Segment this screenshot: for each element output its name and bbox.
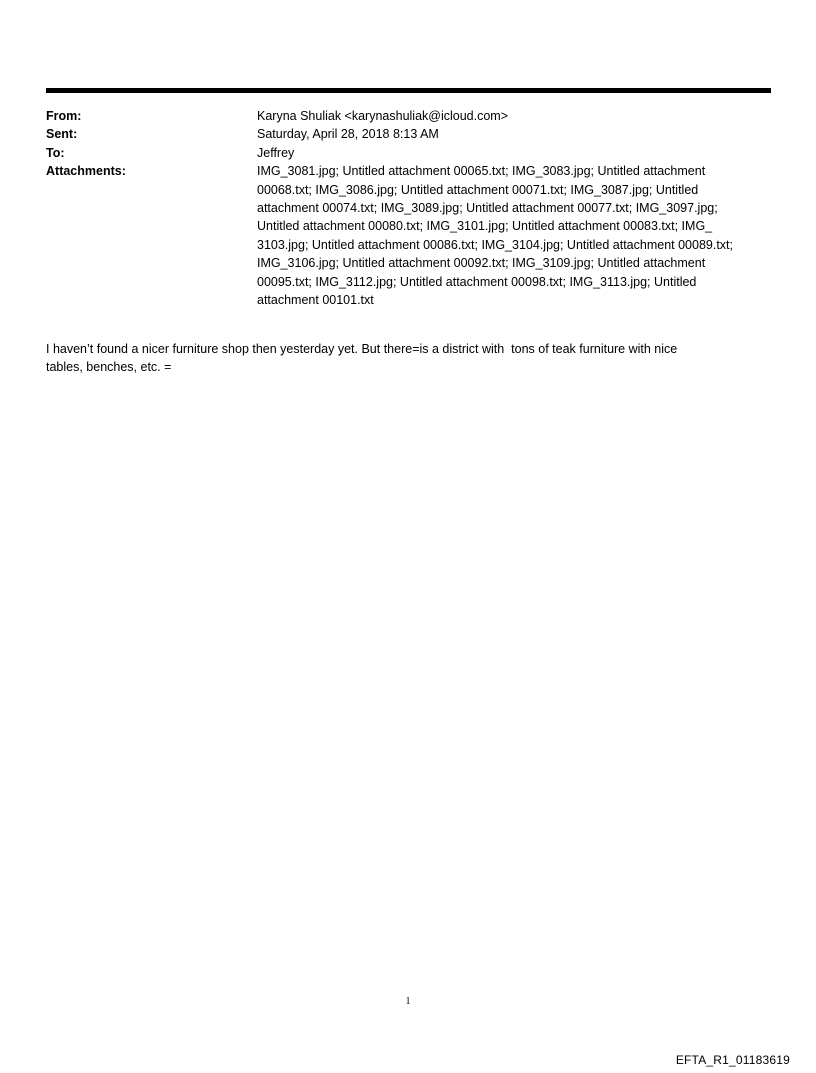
sent-row bbox=[46, 125, 776, 143]
page-number: 1 bbox=[405, 996, 411, 1007]
header-divider-rule bbox=[46, 88, 771, 93]
from-row bbox=[46, 107, 776, 125]
attachments-line: IMG_3106.jpg; Untitled attachment 00092.txt; IMG_3109.jpg; Untitled attachment bbox=[257, 256, 706, 271]
attachments-row bbox=[46, 162, 776, 309]
attachments-label: Attachments: bbox=[46, 164, 126, 179]
email-header bbox=[46, 107, 776, 309]
to-label: To: bbox=[46, 145, 65, 160]
attachments-line: attachment 00101.txt bbox=[257, 293, 374, 308]
sent-value: Saturday, April 28, 2018 8:13 AM bbox=[257, 127, 439, 142]
attachments-line: 00068.txt; IMG_3086.jpg; Untitled attachment 00071.txt; IMG_3087.jpg; Untitled bbox=[257, 182, 699, 197]
document-id: EFTA_R1_01183619 bbox=[675, 1053, 790, 1067]
to-row bbox=[46, 144, 776, 162]
to-value: Jeffrey bbox=[257, 145, 295, 160]
sent-label: Sent: bbox=[46, 127, 78, 142]
attachments-line: IMG_3081.jpg; Untitled attachment 00065.txt; IMG_3083.jpg; Untitled attachment bbox=[257, 164, 706, 179]
email-body bbox=[46, 340, 771, 376]
attachments-line: attachment 00074.txt; IMG_3089.jpg; Untitled attachment 00077.txt; IMG_3097.jpg; bbox=[257, 201, 718, 216]
email-body-line: tables, benches, etc. = bbox=[46, 360, 172, 374]
from-label: From: bbox=[46, 109, 82, 123]
email-body-line: I haven’t found a nicer furniture shop then yesterday yet. But there=is a district with tons of teak furniture with nice bbox=[46, 342, 678, 356]
attachments-line: 00095.txt; IMG_3112.jpg; Untitled attachment 00098.txt; IMG_3113.jpg; Untitled bbox=[257, 274, 697, 289]
attachments-line: 3103.jpg; Untitled attachment 00086.txt; IMG_3104.jpg; Untitled attachment 00089.txt; bbox=[257, 237, 733, 252]
attachments-line: Untitled attachment 00080.txt; IMG_3101.jpg; Untitled attachment 00083.txt; IMG_ bbox=[257, 219, 713, 234]
from-value: Karyna Shuliak <karynashuliak@icloud.com> bbox=[257, 109, 509, 123]
attachments-list bbox=[257, 162, 776, 309]
